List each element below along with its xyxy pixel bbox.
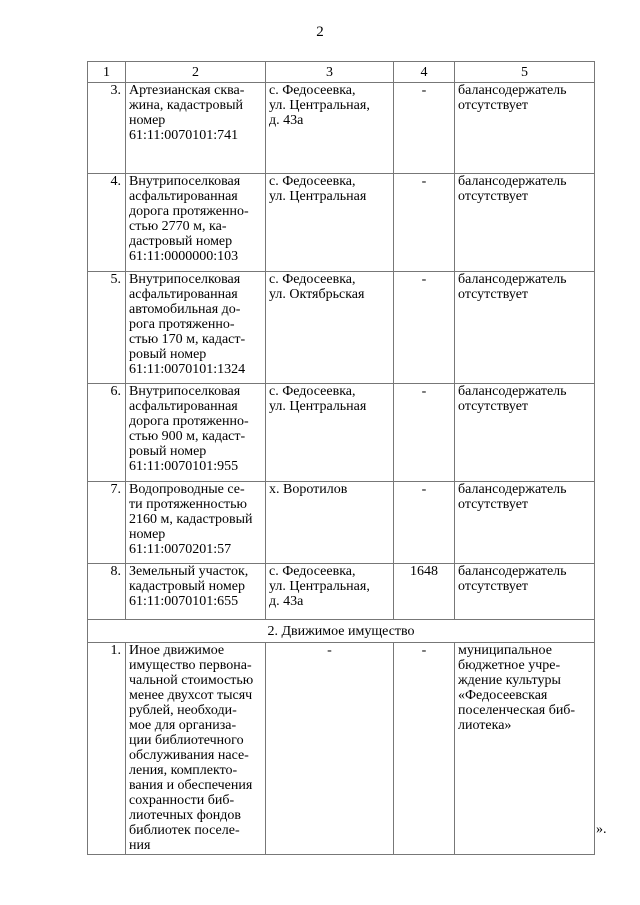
object-address: с. Федосеевка, ул. Центральная [266,384,394,482]
object-value: 1648 [394,564,455,620]
table-row [88,83,595,174]
section-row [88,620,595,643]
object-value: - [394,643,455,855]
closing-mark: ». [596,822,607,837]
header-cell: 3 [266,62,394,83]
object-name: Артезианская сква- жина, кадастровый номер 61:11:0070101:741 [126,83,266,174]
row-number: 7. [88,482,126,564]
object-value: - [394,174,455,272]
row-number: 4. [88,174,126,272]
object-value: - [394,83,455,174]
table-row [88,174,595,272]
object-address: - [266,643,394,855]
header-cell: 1 [88,62,126,83]
header-cell: 5 [455,62,595,83]
object-address: с. Федосеевка, ул. Центральная, д. 43а [266,564,394,620]
object-value: - [394,272,455,384]
object-value: - [394,482,455,564]
section-title: 2. Движимое имущество [88,620,595,643]
row-number: 3. [88,83,126,174]
page-number: 2 [316,24,324,40]
header-cell: 4 [394,62,455,83]
header-row [88,62,595,83]
object-name: Внутрипоселковая асфальтированная дорога протяженно- стью 2770 м, ка- дастровый номер 61:11:0000000:103 [126,174,266,272]
header-cell: 2 [126,62,266,83]
table-row [88,482,595,564]
table-row [88,643,595,855]
row-number: 8. [88,564,126,620]
object-name: Иное движимое имущество первона- чальной стоимостью менее двухсот тысяч рублей, необходи- мое для организа- ции библиотечного обслуживания насе- ления, комплекто- вания и обеспечения сохранности биб- лиотечных фондов библиотек поселе- ния [126,643,266,855]
object-name: Земельный участок, кадастровый номер 61:11:0070101:655 [126,564,266,620]
balance-holder: балансодержатель отсутствует [455,272,595,384]
table-row [88,384,595,482]
object-address: с. Федосеевка, ул. Центральная, д. 43а [266,83,394,174]
balance-holder: балансодержатель отсутствует [455,83,595,174]
balance-holder: балансодержатель отсутствует [455,482,595,564]
object-address: х. Воротилов [266,482,394,564]
row-number: 5. [88,272,126,384]
object-name: Внутрипоселковая асфальтированная автомобильная до- рога протяженно- стью 170 м, кадаст- ровый номер 61:11:0070101:1324 [126,272,266,384]
balance-holder: балансодержатель отсутствует [455,384,595,482]
object-name: Внутрипоселковая асфальтированная дорога протяженно- стью 900 м, кадаст- ровый номер 61:11:0070101:955 [126,384,266,482]
table-row [88,564,595,620]
object-value: - [394,384,455,482]
row-number: 6. [88,384,126,482]
object-address: с. Федосеевка, ул. Октябрьская [266,272,394,384]
object-name: Водопроводные се- ти протяженностью 2160 м, кадастровый номер 61:11:0070201:57 [126,482,266,564]
property-table [87,61,595,855]
table-row [88,272,595,384]
row-number: 1. [88,643,126,855]
balance-holder: муниципальное бюджетное учре- ждение культуры «Федосеевская поселенческая биб- лиотека» [455,643,595,855]
balance-holder: балансодержатель отсутствует [455,174,595,272]
balance-holder: балансодержатель отсутствует [455,564,595,620]
object-address: с. Федосеевка, ул. Центральная [266,174,394,272]
